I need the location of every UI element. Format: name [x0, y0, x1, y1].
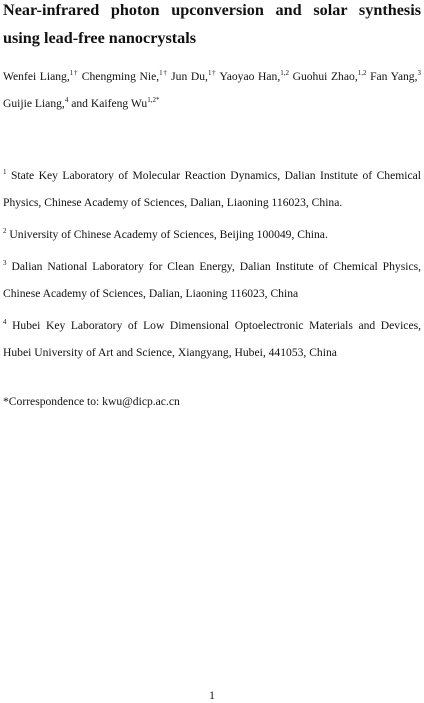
paper-title: Near-infrared photon upconversion and solar synthesis using lead-free nanocrystals [3, 1, 421, 47]
author-list: Wenfei Liang,$^{1\dagger}$ Chengming Nie,$^{1\dagger}$ Jun Du,$^{1\dagger}$ Yaoyao Han,$^{1,2}$ Guohui Zhao,$^{1,2}$ Fan Yang,$^3$ Guijie Liang,$^4$ and Kaifeng $Wu^{1,2*}$ [3, 69, 421, 110]
affiliation-number: 2 [3, 227, 7, 235]
author-affiliation-mark: 4 [64, 95, 69, 104]
affiliation-text: Hubei Key Laboratory of Low Dimensional Optoelectronic Materials and Devices, Hubei University of Art and Science, Xiangyang, Hubei, 441053, China [3, 319, 421, 359]
author-name: Yaoyao Han [219, 70, 278, 83]
author-affiliation-mark: 3 [417, 69, 421, 77]
affiliation-text: State Key Laboratory of Molecular Reaction Dynamics, Dalian Institute of Chemical Physics, Chinese Academy of Sciences, Dalian, Liaoning 116023, China. [3, 169, 421, 209]
affiliation-4 [3, 313, 421, 366]
correspondence-note: *Correspondence to: kwu@dicp.ac.cn [3, 395, 180, 408]
affiliation-number: 4 [3, 318, 7, 326]
affiliation-1 [3, 163, 421, 216]
author-name: Chengming Nie [81, 70, 157, 83]
affiliation-2 [3, 222, 421, 249]
author-affiliation-mark: 1† [207, 69, 217, 77]
affiliation-number: 3 [3, 259, 7, 267]
author-affiliation-mark: 1† [69, 69, 79, 77]
author-name: Jun Du [171, 70, 206, 83]
author-name: Wenfei Liang [3, 70, 67, 83]
author-affiliation-mark: 1† [159, 69, 168, 77]
page-number: 1 [209, 689, 215, 702]
affiliation-number: 1 [3, 168, 7, 176]
author-name: Guohui Zhao [292, 70, 355, 83]
author-affiliation-mark: 1,2 [280, 69, 289, 77]
author-affiliation-mark: 1,2* [147, 95, 160, 104]
author-affiliation-mark: 1,2 [357, 69, 367, 77]
author-name: Kaifeng Wu [90, 96, 148, 110]
affiliation-3 [3, 254, 421, 307]
author-name: Guijie Liang [3, 96, 62, 110]
affiliation-text: University of Chinese Academy of Sciences, Beijing 100049, China. [9, 228, 328, 241]
affiliation-text: Dalian National Laboratory for Clean Energy, Dalian Institute of Chemical Physics, Chinese Academy of Sciences, Dalian, Liaoning 116023, China [3, 260, 422, 300]
author-name: Fan Yang [370, 70, 415, 83]
